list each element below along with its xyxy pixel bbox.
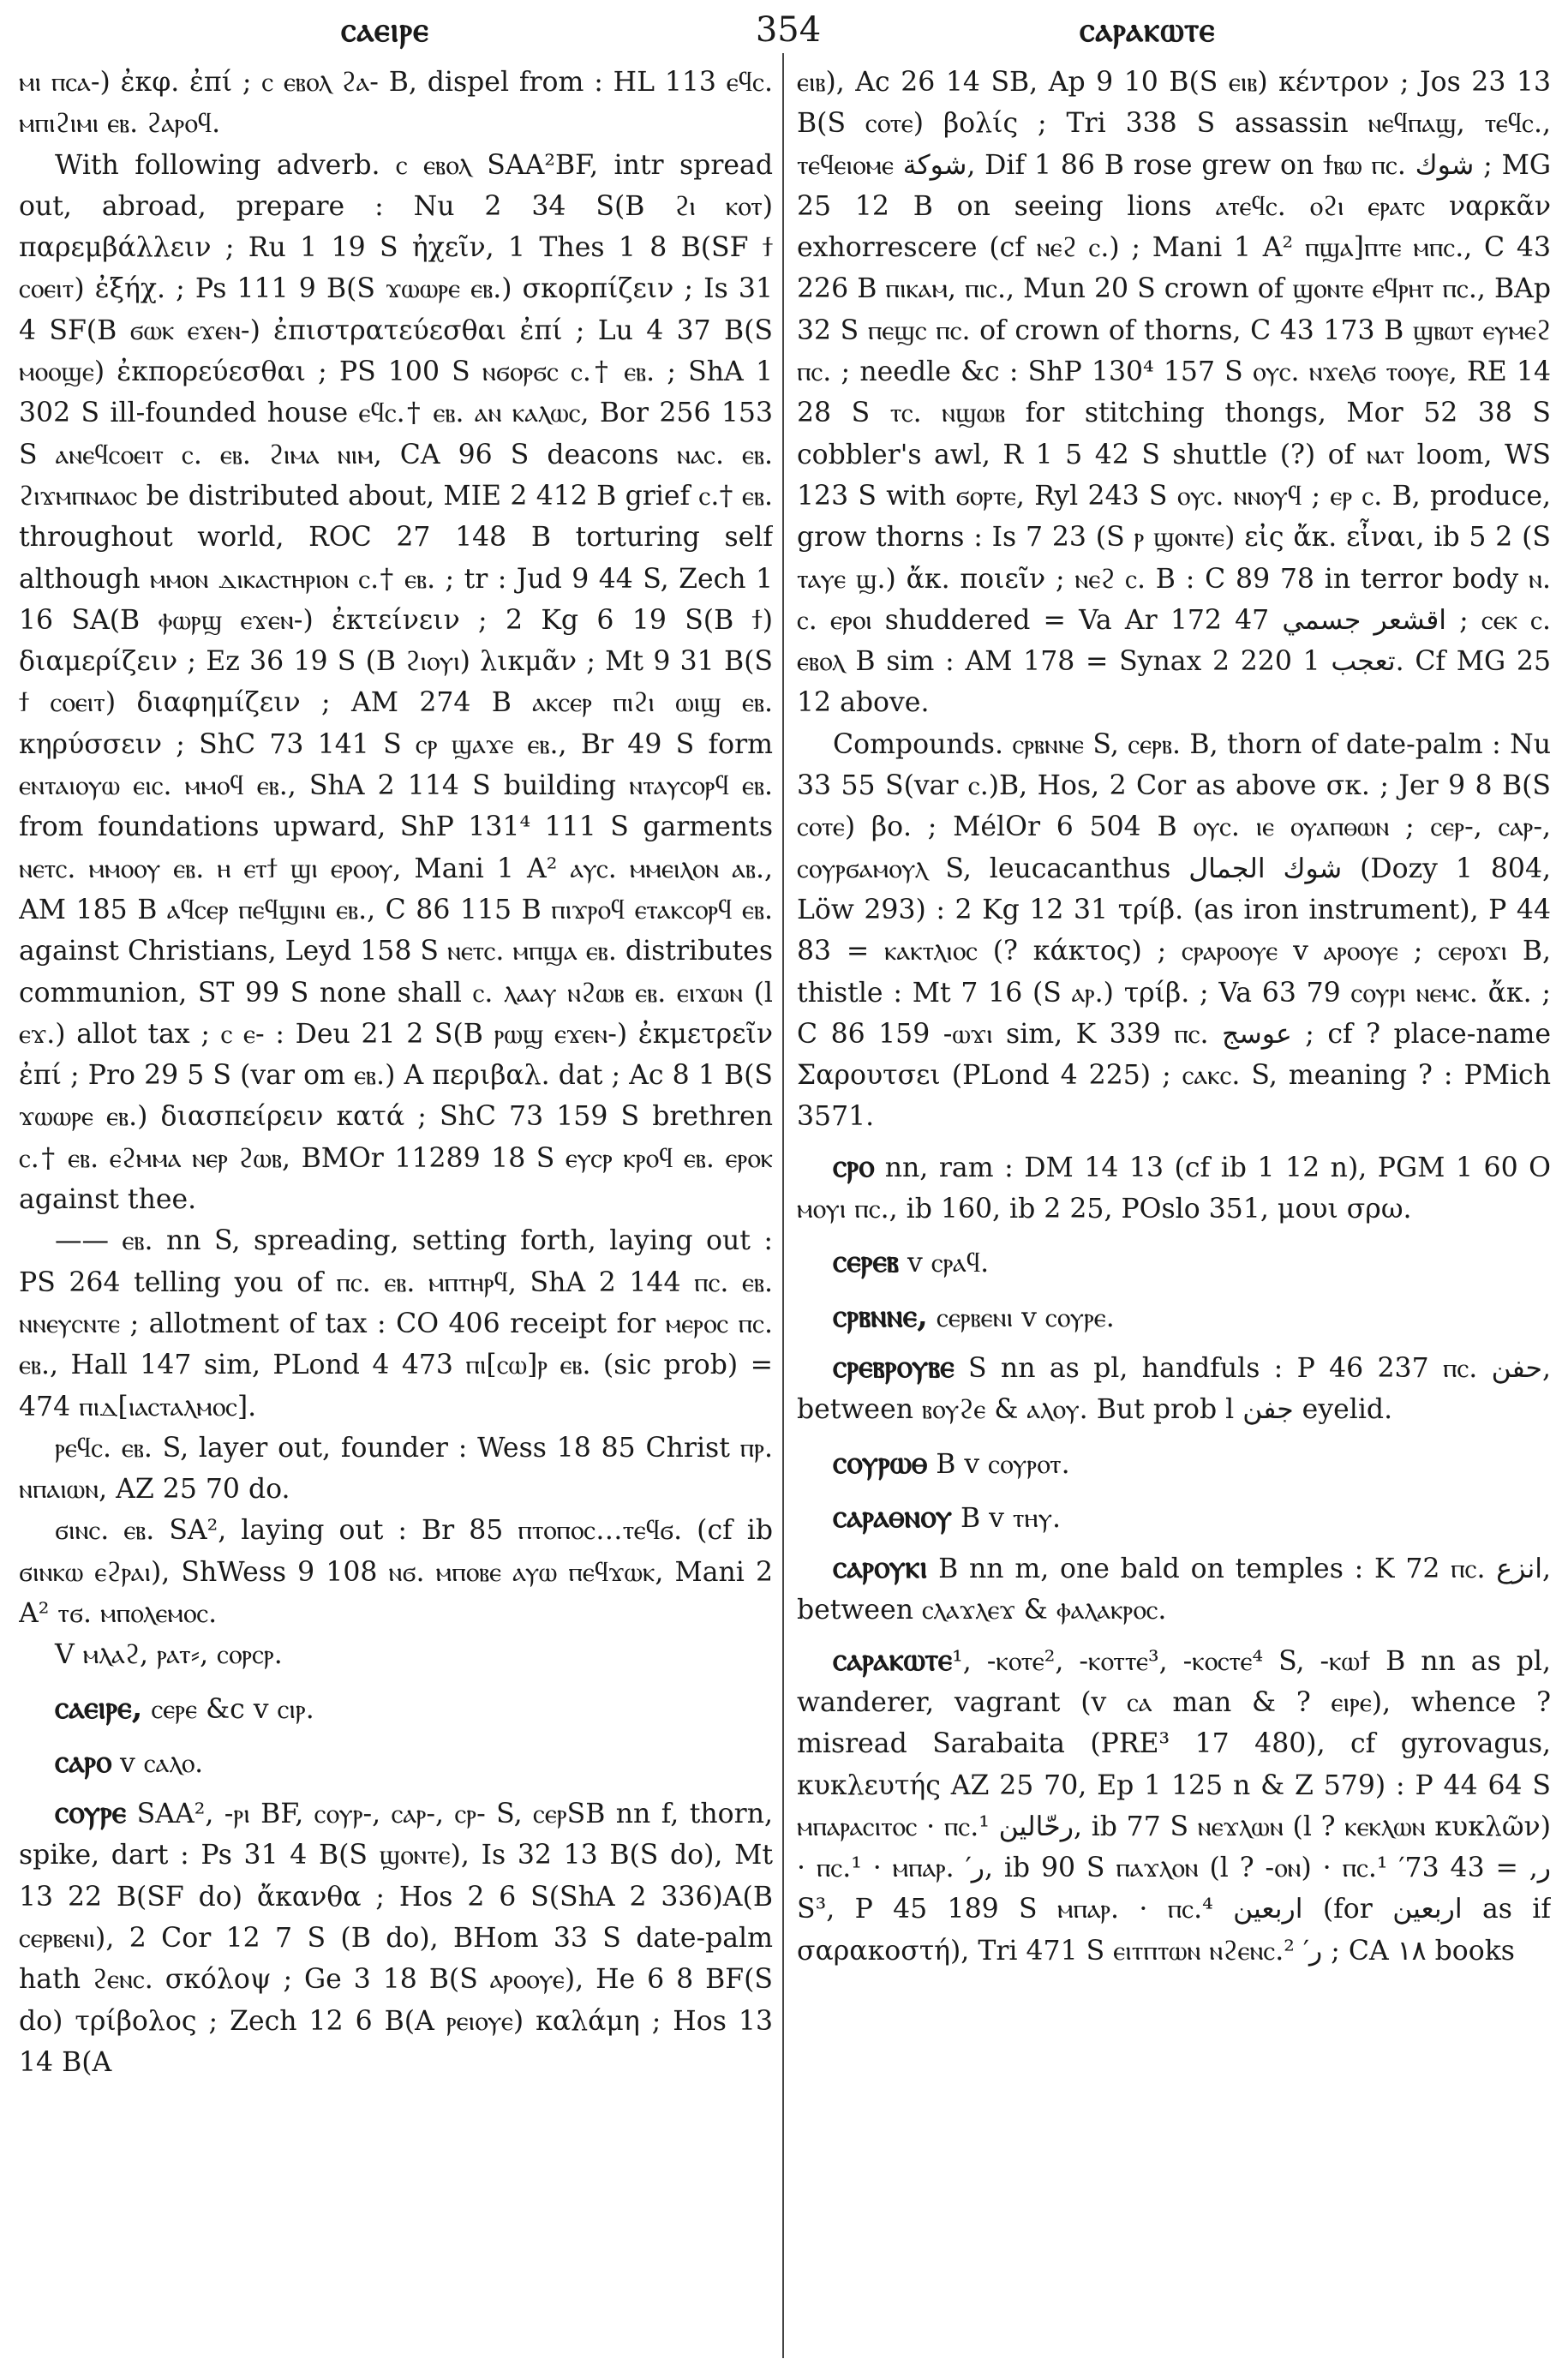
entry-paragraph <box>19 1634 773 1675</box>
dictionary-entry <box>797 1546 1551 1632</box>
entry-text: S nn as pl, handfuls : P 46 237 ⲡⲥ. حفن, between ⲃⲟⲩϩⲉ & ⲁⲗⲟⲩ. But prob l جفن eyelid. <box>797 1352 1551 1426</box>
entry-headword: ⲥⲁⲣⲁⲑⲛⲟⲩ <box>833 1496 952 1535</box>
entry-text: ⲥⲉⲣⲉ &c v ⲥⲓⲣ. <box>142 1693 314 1725</box>
dictionary-entry <box>19 1740 773 1784</box>
entry-text: v ⲥⲁⲗⲟ. <box>111 1747 204 1779</box>
dictionary-entry <box>797 1495 1551 1539</box>
header-right-headword: ⲥⲁⲣⲁⲕⲱⲧⲉ <box>1080 9 1216 50</box>
column-divider <box>782 53 784 2358</box>
dictionary-entry <box>797 1240 1551 1284</box>
entry-paragraph <box>19 1220 773 1427</box>
dictionary-entry <box>797 1295 1551 1338</box>
entry-headword: ⲥⲁⲉⲓⲣⲉ, <box>55 1687 143 1726</box>
entry-text: —— ⲉⲃ. nn S, spreading, setting forth, laying out : PS 264 telling you of ⲡⲥ. ⲉⲃ. ⲙⲡⲧⲏⲣϥ, ShA 2 144 ⲡⲥ. ⲉⲃ. ⲛⲛⲉⲩⲥⲛⲧⲉ ; allotment of tax : CO 406 receipt for ⲙⲉⲣⲟⲥ ⲡⲥ. ⲉⲃ., Hall 147 sim, PLond 4 473 ⲡⲓ[ⲥⲱ]ⲣ ⲉⲃ. (sic prob) = 474 ⲡⲓⲇ[ⲓⲁⲥⲧⲁⲗⲙⲟⲥ]. <box>19 1225 773 1422</box>
entry-text: ⲙⲓ ⲡⲥⲁ-) ἐκφ. ἐπί ; ⲥ ⲉⲃⲟⲗ ϩⲁ- B, dispel from : HL 113 ⲉϥⲥ. ⲙⲡⲓϩⲓⲙⲓ ⲉⲃ. ϩⲁⲣⲟϥ. <box>19 67 773 140</box>
entry-text: ϭⲓⲛⲥ. ⲉⲃ. SA², laying out : Br 85 ⲡⲧⲟⲡⲟⲥ…ⲧⲉϥϭ. (cf ib ϭⲓⲛⲕⲱ ⲉϩⲣⲁⲓ), ShWess 9 108 ⲛϭ. ⲙⲡⲟⲃⲉ ⲁⲩⲱ ⲡⲉϥϫⲱⲕ, Mani 2 A² ⲧϭ. ⲙⲡⲟⲗⲉⲙⲟⲥ. <box>19 1515 773 1629</box>
running-header <box>0 9 1568 51</box>
entry-headword: ⲥⲁⲣⲟⲩⲕⲓ <box>833 1548 928 1586</box>
dictionary-entry <box>19 1686 773 1730</box>
entry-text: ⲣⲉϥⲥ. ⲉⲃ. S, layer out, founder : Wess 18 85 Christ ⲡⲣ. ⲛⲡⲁⲓⲱⲛ, AZ 25 70 do. <box>19 1432 773 1506</box>
entry-paragraph <box>19 145 773 1221</box>
entry-text: v ⲥⲣⲁϥ. <box>899 1248 990 1279</box>
entry-text: Compounds. ⲥⲣⲃⲛⲛⲉ S, ⲥⲉⲣⲃ. B, thorn of date-palm : Nu 33 55 S(var ⲥ.)B, Hos, 2 Cor as above σκ. ; Jer 9 8 B(S ⲥⲟⲧⲉ) βο. ; MélOr 6 504 B ⲟⲩⲥ. ⲓⲉ ⲟⲩⲁⲡⲑⲱⲛ ; ⲥⲉⲣ-, ⲥⲁⲣ-, ⲥⲟⲩⲣϭⲁⲙⲟⲩⲗ S, leucacanthus شوك الجمال (Dozy 1 804, Löw 293) : 2 Kg 12 31 τρίβ. (as iron instrument), P 44 83 = ⲕⲁⲕⲧⲗⲓⲟⲥ (? κάκτος) ; ⲥⲣⲁⲣⲟⲟⲩⲉ v ⲁⲣⲟⲟⲩⲉ ; ⲥⲉⲣⲟϫⲓ B, thistle : Mt 7 16 (S ⲁⲣ.) τρίβ. ; Va 63 79 ⲥⲟⲩⲣⲓ ⲛⲉⲙⲥ. ἄκ. ; C 86 159 -ⲱϫⲓ sim, K 339 ⲡⲥ. عوسج ; cf ? place-name Σαρουτσει (PLond 4 225) ; ⲥⲁⲕⲥ. S, meaning ? : PMich 3571. <box>797 728 1551 1133</box>
left-column <box>19 62 773 2358</box>
entry-paragraph <box>797 724 1551 1138</box>
entry-text: ⲥⲉⲣⲃⲉⲛⲓ v ⲥⲟⲩⲣⲉ. <box>928 1302 1115 1333</box>
entry-text: nn, ram : DM 14 13 (cf ib 1 12 n), PGM 1 60 O ⲙⲟⲩⲓ ⲡⲥ., ib 160, ib 2 25, POslo 351, μουι σρω. <box>797 1152 1551 1225</box>
dictionary-entry <box>797 1345 1551 1431</box>
entry-headword: ⲥⲟⲩⲣⲱⲑ <box>833 1442 928 1481</box>
entry-headword: ⲥⲣⲃⲛⲛⲉ, <box>833 1296 929 1334</box>
dictionary-entry <box>797 1145 1551 1230</box>
entry-headword: ⲥⲣⲉⲃⲣⲟⲩⲃⲉ <box>833 1346 955 1385</box>
dictionary-entry <box>19 1791 773 2083</box>
entry-headword: ⲥⲁⲣⲟ <box>55 1741 112 1780</box>
page-number: 354 <box>755 10 822 50</box>
entry-text: V ⲙⲗⲁϩ, ⲣⲁⲧ⸗, ⲥⲟⲣⲥⲣ. <box>55 1639 283 1671</box>
entry-paragraph <box>19 1510 773 1634</box>
entry-headword: ⲥⲣⲟ <box>833 1146 875 1184</box>
entry-text: B nn m, one bald on temples : K 72 ⲡⲥ. انزع, between ⲥⲗⲁϫⲗⲉϫ & ⲫⲁⲗⲁⲕⲣⲟⲥ. <box>797 1554 1551 1626</box>
dictionary-entry <box>797 1441 1551 1485</box>
entry-headword: ⲥⲁⲣⲁⲕⲱⲧⲉ <box>833 1639 953 1678</box>
entry-headword: ⲥⲉⲣⲉⲃ <box>833 1242 900 1280</box>
entry-paragraph <box>19 62 773 145</box>
entry-text: ⲉⲓⲃ), Ac 26 14 SB, Ap 9 10 B(S ⲉⲓⲃ) κέντρον ; Jos 23 13 B(S ⲥⲟⲧⲉ) βολίς ; Tri 338 S assassin ⲛⲉϥⲡⲁϣ, ⲧⲉϥⲥ., ⲧⲉϥⲉⲓⲟⲙⲉ شوكة, Dif 1 86 B rose grew on ϯⲃⲱ ⲡⲥ. شوك ; MG 25 12 B on seeing lions ⲁⲧⲉϥⲥ. ⲟϩⲓ ⲉⲣⲁⲧⲥ ναρκᾶν exhorrescere (cf ⲛⲉϩ ⲥ.) ; Mani 1 A² ⲡϣⲁ]ⲡⲧⲉ ⲙⲡⲥ., C 43 226 B ⲡⲓⲕⲁⲙ, ⲡⲓⲥ., Mun 20 S crown of ϣⲟⲛⲧⲉ ⲉϥⲣⲏⲧ ⲡⲥ., BAp 32 S ⲡⲉϣⲥ ⲡⲥ. of crown of thorns, C 43 173 B ϣⲃⲱⲧ ⲉⲩⲙⲉϩ ⲡⲥ. ; needle &c : ShP 130⁴ 157 S ⲟⲩⲥ. ⲛϫⲉⲗϭ ⲧⲟⲟⲩⲉ, RE 14 28 S ⲧⲥ. ⲛϣⲱⲃ for stitching thongs, Mor 52 38 S cobbler's awl, R 1 5 42 S shuttle (?) of ⲛⲁⲧ loom, WS 123 S with ϭⲟⲣⲧⲉ, Ryl 243 S ⲟⲩⲥ. ⲛⲛⲟⲩϥ ; ⲉⲣ ⲥ. B, produce, grow thorns : Is 7 23 (S ⲣ ϣⲟⲛⲧⲉ) εἰς ἄκ. εἶναι, ib 5 2 (S ⲧⲁⲩⲉ ϣ.) ἄκ. ποιεῖν ; ⲛⲉϩ ⲥ. B : C 89 78 in terror body ⲛ. ⲥ. ⲉⲣⲟⲓ shuddered = Va Ar 172 47 اقشعر جسمي ; ⲥⲉⲕ ⲥ. ⲉⲃⲟⲗ B sim : AM 178 = Synax 2 220 1 تعجب. Cf MG 25 12 above. <box>797 67 1551 719</box>
entry-paragraph <box>19 1428 773 1511</box>
entry-paragraph <box>797 62 1551 724</box>
entry-text: ¹, -ⲕⲟⲧⲉ², -ⲕⲟⲧⲧⲉ³, -ⲕⲟⲥⲧⲉ⁴ S, -ⲕⲱϯ B nn as pl, wanderer, vagrant (v ⲥⲁ man & ? ⲉⲓⲣⲉ), whence ?misread Sarabaita (PRE³ 17 480), cf gyrovagus, κυκλευτής AZ 25 70, Ep 1 125 n & Z 579) : P 44 64 S ⲙⲡⲁⲣⲁⲥⲓⲧⲟⲥ · ⲡⲥ.¹ رحّالين, ib 77 S ⲛⲉϫⲗⲱⲛ (l ? ⲕⲉⲕⲗⲱⲛ κυκλῶν) · ⲡⲥ.¹ · ⲙⲡⲁⲣ. ′ر, ib 90 S ⲡⲁϫⲗⲟⲛ (l ? -ⲟⲛ) · ⲡⲥ.¹ ′ر, = 43 73 S³, P 45 189 S ⲙⲡⲁⲣ. · ⲡⲥ.⁴ اربعين (for اربعين as if σαρακοστή), Tri 471 S ⲉⲓⲧⲡⲧⲱⲛ ⲛϩⲉⲛⲥ.² ′ر ; CA ١٨ books <box>797 1645 1551 1967</box>
dictionary-entry <box>797 1638 1551 1972</box>
entry-text: With following adverb. ⲥ ⲉⲃⲟⲗ SAA²BF, intr spread out, abroad, prepare : Nu 2 34 S(B ϩⲓ ⲕⲟⲧ) παρεμβάλλειν ; Ru 1 19 S ἠχεῖν, 1 Thes 1 8 B(SF ϯ ⲥⲟⲉⲓⲧ) ἐξήχ. ; Ps 111 9 B(S ϫⲱⲱⲣⲉ ⲉⲃ.) σκορπίζειν ; Is 31 4 SF(B ϭⲱⲕ ⲉϫⲉⲛ-) ἐπιστρατεύεσθαι ἐπί ; Lu 4 37 B(S ⲙⲟⲟϣⲉ) ἐκπορεύεσθαι ; PS 100 S ⲛϭⲟⲣϭⲥ ⲥ.† ⲉⲃ. ; ShA 1 302 S ill-founded house ⲉϥⲥ.† ⲉⲃ. ⲁⲛ ⲕⲁⲗⲱⲥ, Bor 256 153 S ⲁⲛⲉϥⲥⲟⲉⲓⲧ ⲥ. ⲉⲃ. ϩⲓⲙⲁ ⲛⲓⲙ, CA 96 S deacons ⲛⲁⲥ. ⲉⲃ. ϩⲓϫⲙⲡⲛⲁⲟⲥ be distributed about, MIE 2 412 B grief ⲥ.† ⲉⲃ. throughout world, ROC 27 148 B torturing self although ⲙⲙⲟⲛ ⲇⲓⲕⲁⲥⲧⲏⲣⲓⲟⲛ ⲥ.† ⲉⲃ. ; tr : Jud 9 44 S, Zech 1 16 SA(B ⲫⲱⲣϣ ⲉϫⲉⲛ-) ἐκτείνειν ; 2 Kg 6 19 S(B ϯ) διαμερίζειν ; Ez 36 19 S (B ϩⲓⲟⲩⲓ) λικμᾶν ; Mt 9 31 B(S ϯ ⲥⲟⲉⲓⲧ) διαφημίζειν ; AM 274 B ⲁⲕⲥⲉⲣ ⲡⲓϩⲓ ⲱⲓϣ ⲉⲃ. κηρύσσειν ; ShC 73 141 S ⲥⲣ ϣⲁϫⲉ ⲉⲃ., Br 49 S form ⲉⲛⲧⲁⲓⲟⲩⲱ ⲉⲓⲥ. ⲙⲙⲟϥ ⲉⲃ., ShA 2 114 S building ⲛⲧⲁⲩⲥⲟⲣϥ ⲉⲃ. from foundations upward, ShP 131⁴ 111 S garments ⲛⲉⲧⲥ. ⲙⲙⲟⲟⲩ ⲉⲃ. ⲏ ⲉⲧϯ ϣⲓ ⲉⲣⲟⲟⲩ, Mani 1 A² ⲁⲩⲥ. ⲙⲙⲉⲓⲗⲟⲛ ⲁⲃ., AM 185 B ⲁϥⲥⲉⲣ ⲡⲉϥϣⲓⲛⲓ ⲉⲃ., C 86 115 B ⲡⲓϫⲣⲟϥ ⲉⲧⲁⲕⲥⲟⲣϥ ⲉⲃ. against Christians, Leyd 158 S ⲛⲉⲧⲥ. ⲙⲡϣⲁ ⲉⲃ. distributes communion, ST 99 S none shall ⲥ. ⲗⲁⲁⲩ ⲛϩⲱⲃ ⲉⲃ. ⲉⲓϫⲱⲛ (l ⲉϫ.) allot tax ; ⲥ ⲉ- : Deu 21 2 S(B ⲣⲱϣ ⲉϫⲉⲛ-) ἐκμετρεῖν ἐπί ; Pro 29 5 S (var om ⲉⲃ.) A περιβαλ. dat ; Ac 8 1 B(S ϫⲱⲱⲣⲉ ⲉⲃ.) διασπείρειν κατά ; ShC 73 159 S brethren ⲥ.† ⲉⲃ. ⲉϩⲙⲙⲁ ⲛⲉⲣ ϩⲱⲃ, BMOr 11289 18 S ⲉⲩⲥⲣ ⲕⲣⲟϥ ⲉⲃ. ⲉⲣⲟⲕ against thee. <box>19 149 773 1216</box>
header-left-headword: ⲥⲁⲉⲓⲣⲉ <box>341 9 429 50</box>
entry-text: B v ⲥⲟⲩⲣⲟⲧ. <box>927 1448 1070 1480</box>
entry-text: B v ⲧⲏⲩ. <box>951 1502 1061 1534</box>
right-column <box>797 62 1551 2358</box>
entry-text: SAA², -ⲣⲓ BF, ⲥⲟⲩⲣ-, ⲥⲁⲣ-, ⲥⲣ- S, ⲥⲉⲣSB nn f, thorn, spike, dart : Ps 31 4 B(S ϣⲟⲛⲧⲉ), Is 32 13 B(S do), Mt 13 22 B(SF do) ἄκανθα ; Hos 2 6 S(ShA 2 336)A(B ⲥⲉⲣⲃⲉⲛⲓ), 2 Cor 12 7 S (B do), BHom 33 S date-palm hath ϩⲉⲛⲥ. σκόλοψ ; Ge 3 18 B(S ⲁⲣⲟⲟⲩⲉ), He 6 8 BF(S do) τρίβολος ; Zech 12 6 B(A ⲣⲉⲓⲟⲩⲉ) καλάμη ; Hos 13 14 B(A <box>19 1799 773 2078</box>
entry-headword: ⲥⲟⲩⲣⲉ <box>55 1793 127 1831</box>
